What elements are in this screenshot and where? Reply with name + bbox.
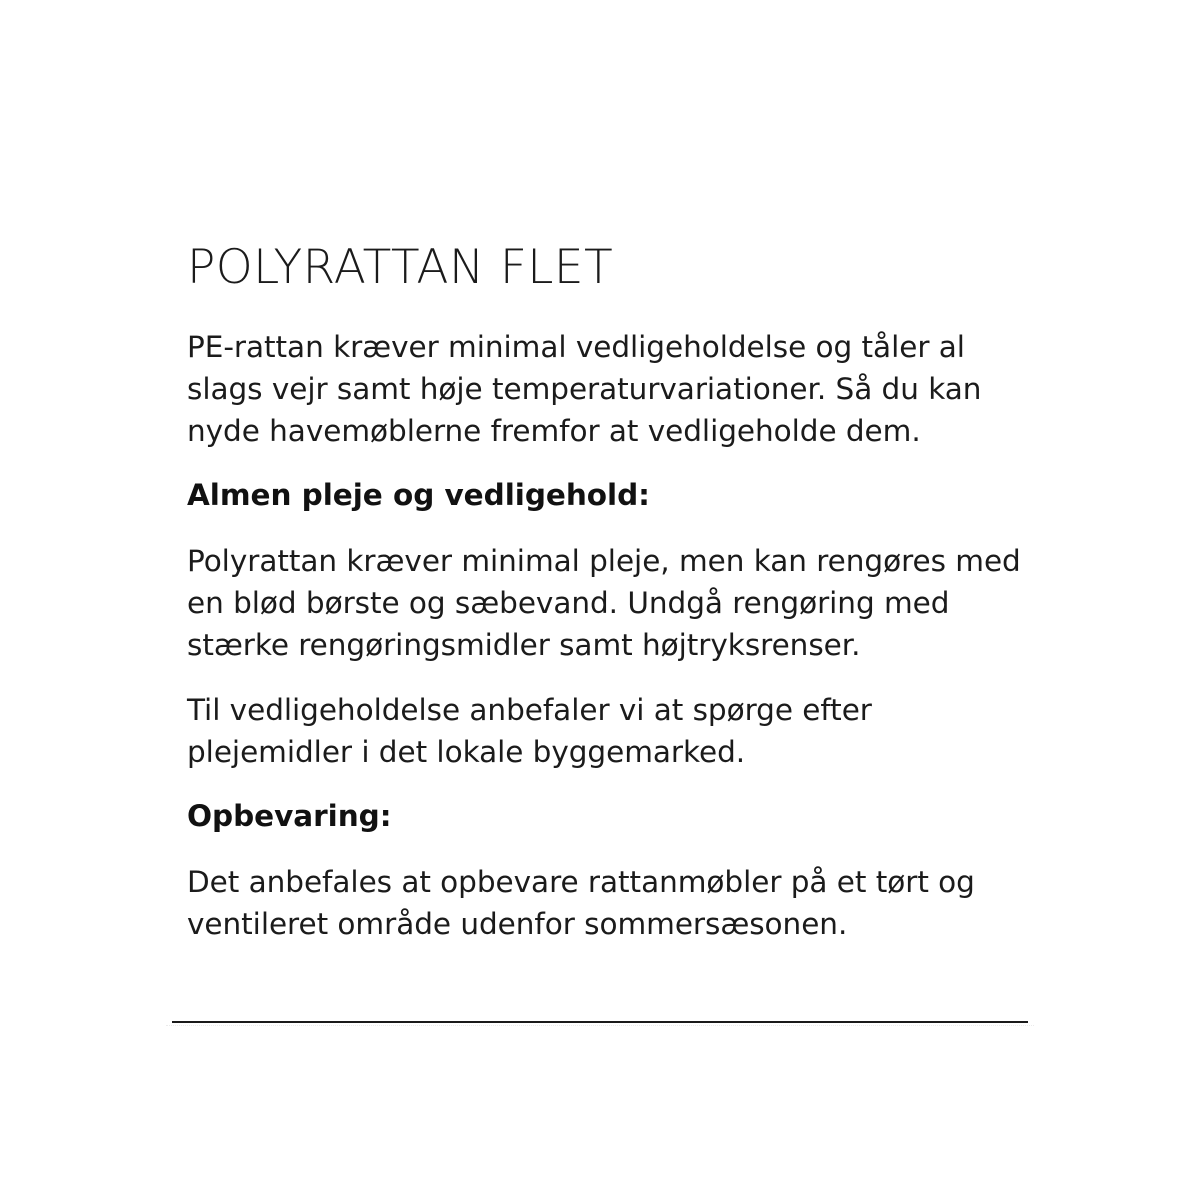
spacer-before-storage-heading bbox=[187, 773, 1027, 795]
footer-divider bbox=[172, 1014, 1028, 1030]
heading-general-care: Almen pleje og vedligehold: bbox=[187, 478, 650, 512]
spacer-after-care-heading bbox=[187, 516, 1027, 540]
document-content bbox=[187, 240, 1027, 945]
heading-storage: Opbevaring: bbox=[187, 799, 392, 833]
paragraph-cleaning: Polyrattan kræver minimal pleje, men kan rengøres med en blød børste og sæbevand. Undgå rengøring med stærke rengøringsmidler samt højtryksrenser. bbox=[187, 544, 1021, 662]
page-title: POLYRATTAN FLET bbox=[187, 240, 614, 295]
spacer-after-storage-heading bbox=[187, 837, 1027, 861]
paragraph-storage: Det anbefales at opbevare rattanmøbler på et tørt og ventileret område udenfor sommersæsonen. bbox=[187, 865, 975, 941]
paragraph-care-products: Til vedligeholdelse anbefaler vi at spørge efter plejemidler i det lokale byggemarked. bbox=[187, 693, 872, 769]
divider-line-dotted bbox=[166, 1025, 1034, 1026]
paragraph-intro: PE-rattan kræver minimal vedligeholdelse og tåler al slags vejr samt høje temperaturvariationer. Så du kan nyde havemøblerne fremfor at vedligeholde dem. bbox=[187, 330, 982, 448]
divider-line-solid bbox=[172, 1021, 1028, 1023]
spacer-after-title bbox=[187, 296, 1027, 326]
spacer-between-care-paragraphs bbox=[187, 666, 1027, 689]
spacer-before-care-heading bbox=[187, 452, 1027, 474]
